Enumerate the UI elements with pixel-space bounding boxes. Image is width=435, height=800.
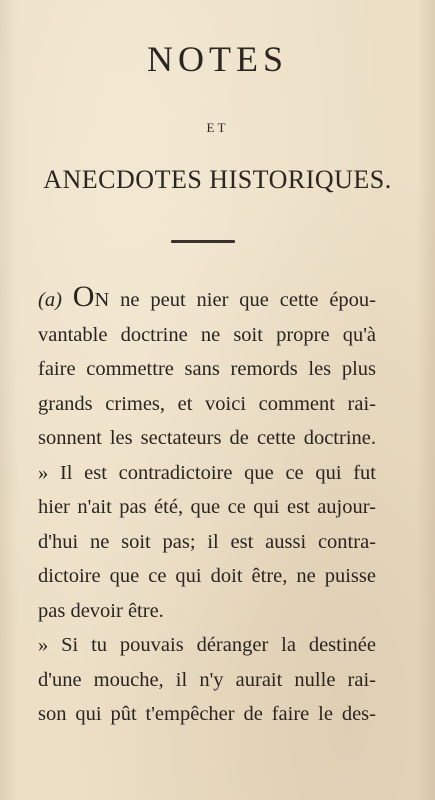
note-line: d'une mouche, il n'y aurait nulle rai- (38, 668, 376, 691)
note-line: hier n'ait pas été, que ce qui est aujour- (38, 496, 376, 518)
note-first-line: N ne peut nier que cette épou- (94, 289, 377, 311)
note-line-1 (38, 280, 377, 318)
note-marker: (a) (38, 289, 62, 311)
note-line: grands crimes, et voici comment rai- (38, 392, 376, 415)
note-line: dictoire que ce qui doit être, ne puisse (38, 565, 376, 587)
note-line: d'hui ne soit pas; il est aussi contra- (38, 530, 376, 553)
note-line: sonnent les sectateurs de cette doctrine. (38, 427, 376, 449)
note-line: » Si tu pouvais déranger la destinée (38, 634, 376, 656)
drop-capital: O (72, 280, 95, 313)
note-line: faire commettre sans remords les plus (38, 358, 376, 380)
note-line: pas devoir être. (38, 599, 164, 622)
note-text (38, 280, 377, 732)
note-line: son qui pût t'empêcher de faire le des- (38, 703, 376, 725)
page-title: NOTES (147, 39, 288, 79)
section-divider (171, 240, 235, 243)
note-line: » Il est contradictoire que ce qui fut (38, 461, 376, 484)
note-line: vantable doctrine ne soit propre qu'à (38, 323, 376, 346)
title-conjunction: ET (206, 120, 229, 135)
page-subtitle: ANECDOTES HISTORIQUES. (43, 165, 392, 194)
